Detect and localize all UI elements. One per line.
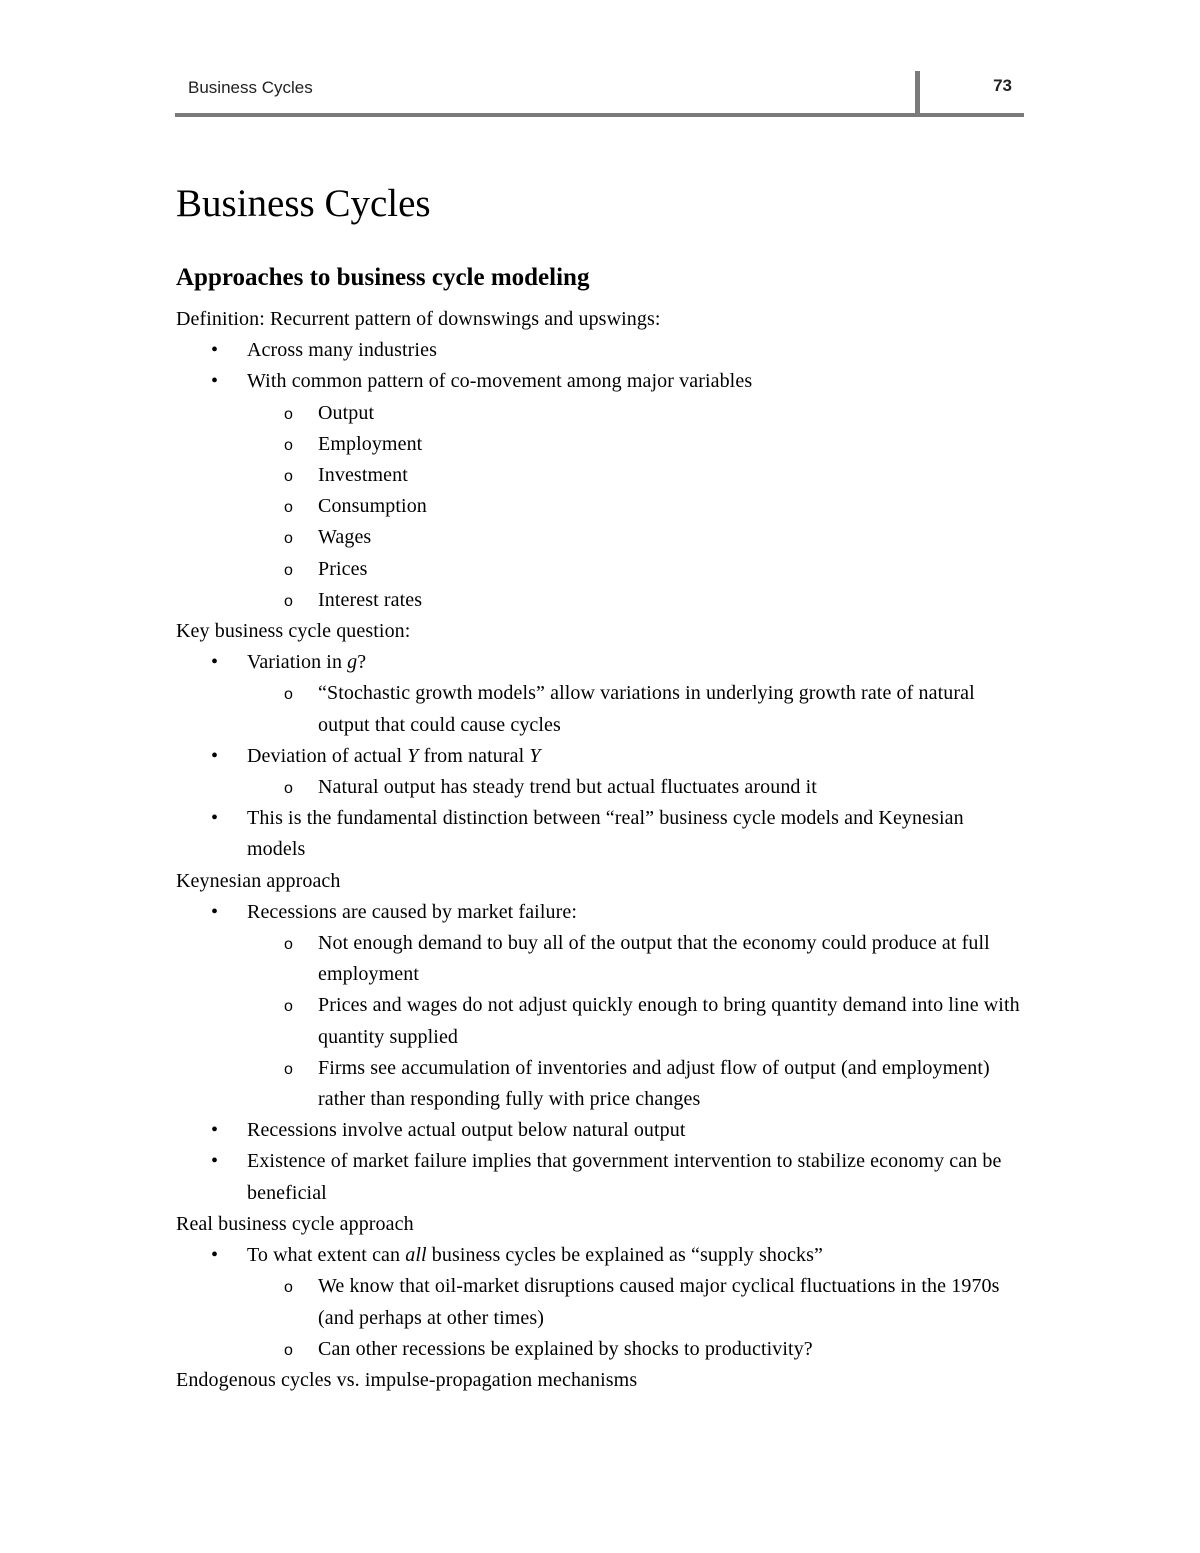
bullet-item: • Across many industries bbox=[176, 335, 1026, 366]
sub-bullet-item: o Prices and wages do not adjust quickly enough to bring quantity demand into line with quantity supplied bbox=[176, 990, 1026, 1052]
variable-item: o Investment bbox=[176, 460, 1026, 491]
text-run: ? bbox=[357, 651, 367, 674]
variables-sublist-wrapper bbox=[176, 398, 1026, 616]
bullet-item bbox=[176, 741, 1026, 772]
variable-y: Y bbox=[529, 744, 541, 767]
bullet-item: • Existence of market failure implies that government intervention to stabilize economy can be beneficial bbox=[176, 1146, 1026, 1208]
sub-bullet-item: o We know that oil-market disruptions caused major cyclical fluctuations in the 1970s (and perhaps at other times) bbox=[176, 1271, 1026, 1333]
variable-g: g bbox=[347, 651, 358, 674]
text-run: Variation in bbox=[247, 651, 348, 674]
rbc-list bbox=[176, 1240, 1026, 1365]
rbc-paragraph: Real business cycle approach bbox=[176, 1212, 414, 1235]
text-run: business cycles be explained as “supply shocks” bbox=[426, 1244, 824, 1267]
page-title: Business Cycles bbox=[176, 182, 431, 225]
sub-bullet-item: o Firms see accumulation of inventories and adjust flow of output (and employment) rather than responding fully with price changes bbox=[176, 1053, 1026, 1115]
running-header-title: Business Cycles bbox=[188, 78, 313, 97]
variable-item: o Employment bbox=[176, 429, 1026, 460]
variable-item: o Prices bbox=[176, 554, 1026, 585]
sub-bullet-item: o “Stochastic growth models” allow variations in underlying growth rate of natural output that could cause cycles bbox=[176, 678, 1026, 740]
bullet-item: • With common pattern of co-movement among major variables bbox=[176, 366, 1026, 397]
page-number: 73 bbox=[993, 76, 1012, 95]
bullet-item: • This is the fundamental distinction between “real” business cycle models and Keynesian models bbox=[176, 803, 1026, 865]
text-run: Deviation of actual bbox=[247, 744, 408, 767]
bullet-item bbox=[176, 647, 1026, 678]
emphasis-all: all bbox=[405, 1244, 427, 1267]
keynesian-list bbox=[176, 897, 1026, 1209]
sub-bullet-item: o Not enough demand to buy all of the output that the economy could produce at full employment bbox=[176, 928, 1026, 990]
variable-item: o Output bbox=[176, 398, 1026, 429]
bullet-item: • Recessions involve actual output below natural output bbox=[176, 1115, 1026, 1146]
variable-item: o Interest rates bbox=[176, 585, 1026, 616]
bullet-item bbox=[176, 1240, 1026, 1271]
variable-item: o Consumption bbox=[176, 491, 1026, 522]
header-vertical-divider bbox=[915, 71, 920, 115]
key-question-paragraph: Key business cycle question: bbox=[176, 620, 411, 643]
sub-bullet-item: o Can other recessions be explained by shocks to productivity? bbox=[176, 1334, 1026, 1365]
variable-item: o Wages bbox=[176, 522, 1026, 553]
closing-paragraph: Endogenous cycles vs. impulse-propagation mechanisms bbox=[176, 1368, 638, 1391]
variables-sublist bbox=[176, 398, 1026, 616]
keynesian-paragraph: Keynesian approach bbox=[176, 869, 341, 892]
body-content bbox=[176, 304, 1026, 1396]
bullet-item: • Recessions are caused by market failure: bbox=[176, 897, 1026, 928]
definition-paragraph: Definition: Recurrent pattern of downswings and upswings: bbox=[176, 308, 661, 330]
variable-y: Y bbox=[407, 744, 419, 767]
definition-bullet-list bbox=[176, 335, 1026, 616]
text-run: from natural bbox=[418, 744, 530, 767]
text-run: To what extent can bbox=[247, 1244, 406, 1267]
section-heading: Approaches to business cycle modeling bbox=[176, 264, 590, 291]
key-question-list bbox=[176, 647, 1026, 865]
header-rule bbox=[175, 113, 1024, 117]
sub-bullet-item: o Natural output has steady trend but actual fluctuates around it bbox=[176, 772, 1026, 803]
